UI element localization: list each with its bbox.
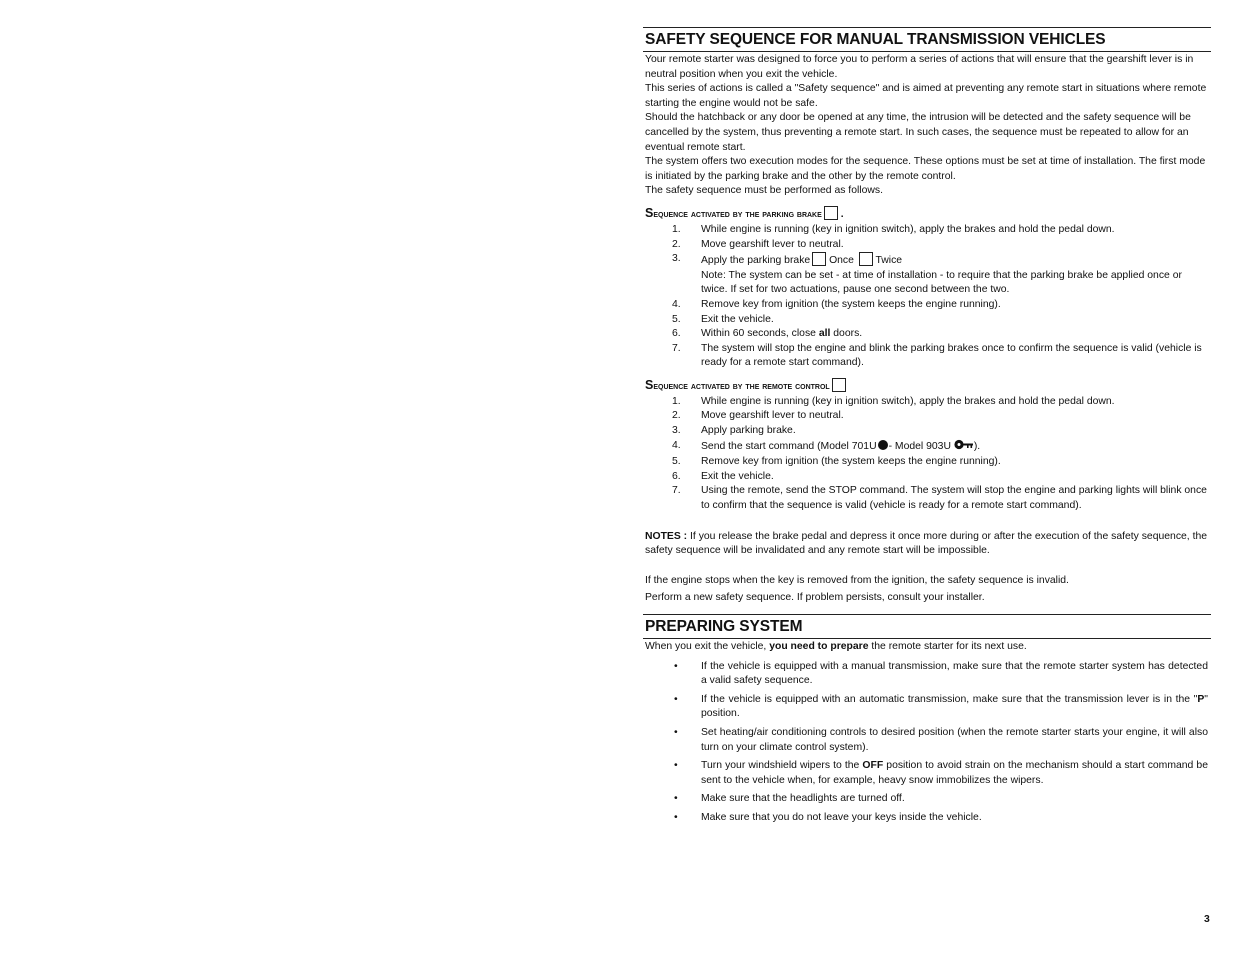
parking-brake-steps [643, 223, 1211, 371]
list-item: 5. Exit the vehicle. [672, 313, 774, 325]
page-number: 3 [1204, 914, 1210, 925]
list-item: 4. Remove key from ignition (the system keeps the engine running). [672, 298, 1001, 310]
list-item: 7. Using the remote, send the STOP command. The system will stop the engine and parking lights will blink once to confirm that the sequence is valid (vehicle is ready for a remote start command). [672, 485, 1207, 512]
notes-paragraph: NOTES : If you release the brake pedal and depress it once more during or after the execution of the safety sequence, the safety sequence will be invalidated and any remote start will be impossible. [645, 530, 1208, 557]
checkbox-icon[interactable] [832, 378, 846, 392]
page-column [643, 27, 1211, 830]
checkbox-icon[interactable] [824, 206, 838, 220]
list-item: 5. Remove key from ignition (the system keeps the engine running). [672, 456, 1001, 468]
intro-paragraph: Should the hatchback or any door be opened at any time, the intrusion will be detected and the safety sequence will be cancelled by the system, thus preventing a remote start. In such cases, the sequence must be repeated to allow for an eventual remote start. [645, 112, 1191, 153]
list-item: • Set heating/air conditioning controls to desired position (when the remote starter starts your engine, it will also turn on your climate control system). [674, 726, 1208, 753]
list-item: 3. Apply parking brake. [672, 425, 796, 437]
list-item: • Make sure that you do not leave your keys inside the vehicle. [674, 811, 982, 823]
list-item: 1. While engine is running (key in ignition switch), apply the brakes and hold the pedal down. [672, 395, 1115, 407]
notes-line: Perform a new safety sequence. If problem persists, consult your installer. [645, 592, 985, 604]
list-item: • If the vehicle is equipped with an automatic transmission, make sure that the transmission lever is in the "P" position. [674, 693, 1208, 720]
intro-paragraph: This series of actions is called a "Safety sequence" and is aimed at preventing any remote start in situations where remote starting the engine would not be safe. [645, 83, 1207, 109]
list-item: 1. While engine is running (key in ignition switch), apply the brakes and hold the pedal down. [672, 223, 1115, 235]
heading-remote-control: Sequence activated by the remote control [645, 378, 1209, 394]
key-button-icon [954, 439, 974, 456]
list-item: • If the vehicle is equipped with a manual transmission, make sure that the remote starter system has detected a valid safety sequence. [674, 660, 1208, 687]
list-item: 3. Apply the parking brake Once Twice Note: The system can be set - at time of installation - to require that the parking brake be applied once or twice. If set for two actuations, pause one second between the two. [643, 252, 1211, 298]
list-item: 6. Exit the vehicle. [672, 470, 774, 482]
checkbox-icon[interactable] [859, 252, 873, 266]
list-item: 2. Move gearshift lever to neutral. [672, 410, 844, 422]
notes-block [643, 530, 1211, 606]
section-title-safety-sequence: SAFETY SEQUENCE FOR MANUAL TRANSMISSION VEHICLES [643, 27, 1211, 52]
list-item: • Make sure that the headlights are turned off. [674, 793, 905, 805]
notes-line: If the engine stops when the key is removed from the ignition, the safety sequence is invalid. [645, 574, 1069, 586]
preparing-intro: When you exit the vehicle, you need to prepare the remote starter for its next use. [645, 641, 1027, 652]
preparing-bullets [643, 660, 1211, 826]
list-item: 7. The system will stop the engine and blink the parking brakes once to confirm the sequence is valid (vehicle is ready for a remote start command). [672, 342, 1202, 369]
list-item: 4. Send the start command (Model 701U - Model 903U ). [643, 439, 1211, 456]
list-item: • Turn your windshield wipers to the OFF position to avoid strain on the mechanism should a start command be sent to the vehicle when, for example, heavy snow immobilizes the wipers. [674, 760, 1208, 786]
intro-paragraph: Your remote starter was designed to force you to perform a series of actions that will ensure that the gearshift lever is in neutral position when you exit the vehicle. [645, 54, 1194, 80]
list-item: 2. Move gearshift lever to neutral. [672, 238, 844, 250]
section-title-preparing-system: PREPARING SYSTEM [643, 614, 1211, 639]
checkbox-icon[interactable] [812, 252, 826, 266]
intro-paragraph: The system offers two execution modes for the sequence. These options must be set at time of installation. The first mode is initiated by the parking brake and the other by the remote control. [645, 156, 1206, 182]
step-note: Note: The system can be set - at time of installation - to require that the parking brake be applied once or twice. If set for two actuations, pause one second between the two. [701, 269, 1182, 296]
remote-control-steps [643, 395, 1211, 514]
heading-parking-brake: Sequence activated by the parking brake . [645, 205, 844, 220]
list-item: 6. Within 60 seconds, close all doors. [672, 328, 863, 340]
intro-paragraph: The safety sequence must be performed as follows. [645, 185, 883, 197]
filled-circle-icon [878, 440, 888, 450]
safety-intro [643, 52, 1211, 199]
